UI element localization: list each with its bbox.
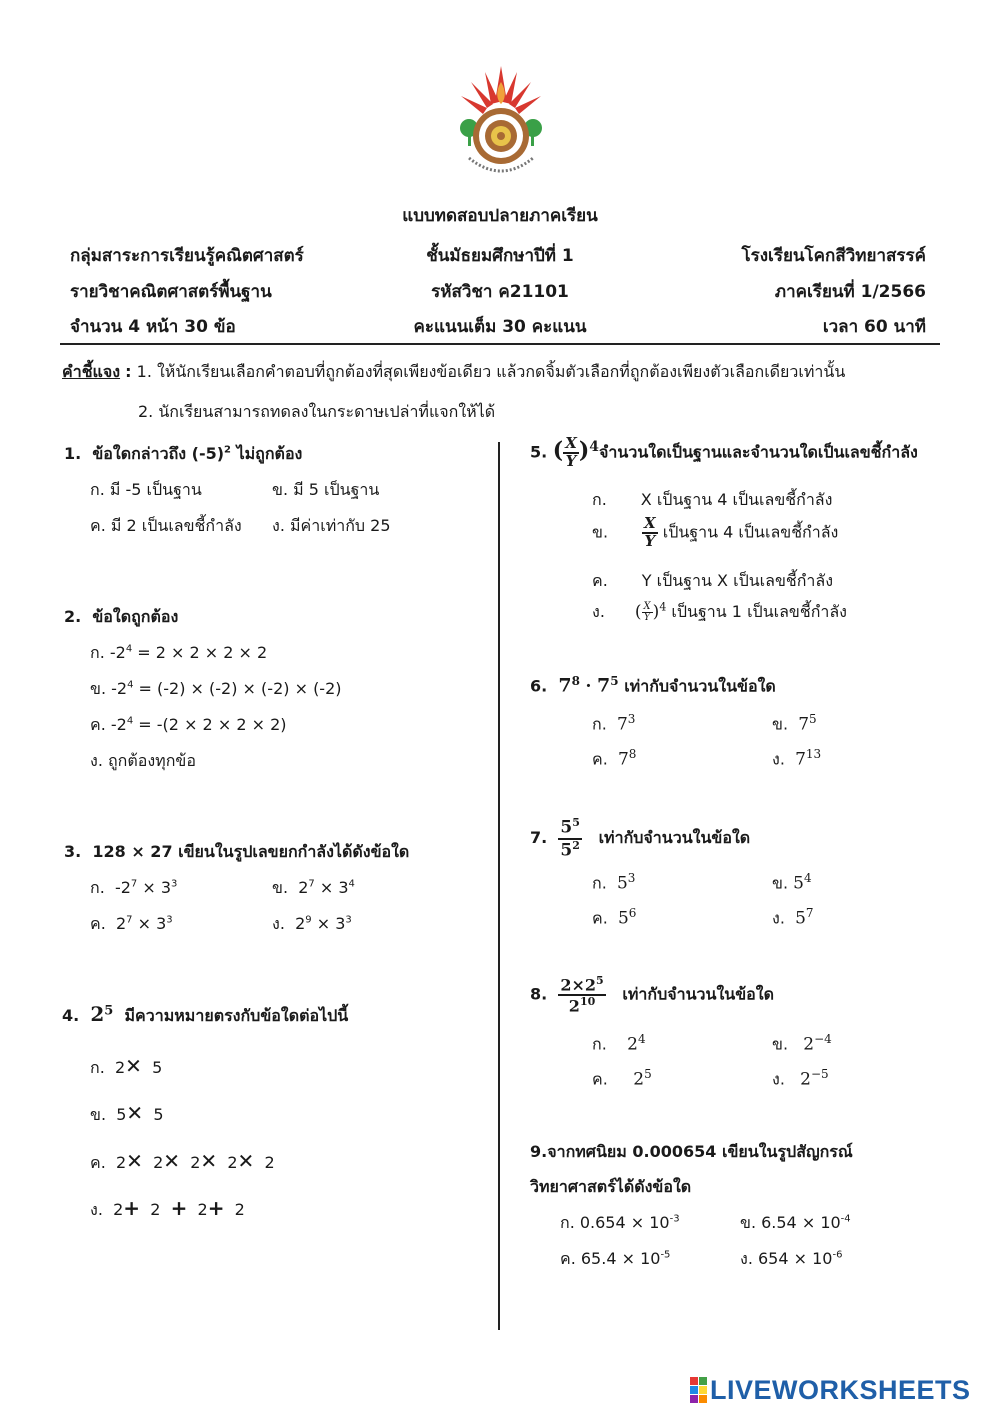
q9-option-c[interactable]: ค. $65.4 \times 10^{-5}$ <box>560 1249 671 1268</box>
liveworksheets-logo-icon <box>690 1377 707 1403</box>
q1-stem: 1. ข้อใดกล่าวถึง $(-5)^2$ ไม่ถูกต้อง <box>64 444 303 463</box>
q3-option-d[interactable]: ง. $2^9 \times 3^3$ <box>272 914 352 933</box>
q7-stem: 7. $\frac{5^5}{5^2}$ เท่ากับจำนวนในข้อใด <box>530 816 751 861</box>
q5-stem: 5. ( $\frac{X}{Y}$ )$^4$จำนวนใดเป็นฐานและจำนวนใดเป็นเลขชี้กำลัง <box>530 434 918 470</box>
q6-option-c[interactable]: ค. $7^8$ <box>592 747 637 770</box>
q9-stem-line-2: วิทยาศาสตร์ได้ดังข้อใด <box>530 1177 692 1196</box>
course-code: รหัสวิชา ค21101 <box>431 282 569 302</box>
q8-option-b[interactable]: ข. $2^{-4}$ <box>772 1032 832 1055</box>
semester: ภาคเรียนที่ 1/2566 <box>774 282 926 302</box>
liveworksheets-brand[interactable] <box>690 1375 971 1405</box>
column-divider <box>498 442 500 1330</box>
q9-option-a[interactable]: ก. $0.654 \times 10^{-3}$ <box>560 1213 680 1232</box>
q4-option-a[interactable]: ก. 2✕ 5 <box>90 1054 163 1078</box>
q3-option-a[interactable]: ก. $-2^7 \times 3^3$ <box>90 878 178 897</box>
school-name: โรงเรียนโคกสีวิทยาสรรค์ <box>741 246 926 266</box>
q2-option-c[interactable]: ค. $-2^4 = -(2 \times 2 \times 2 \times 2)$ <box>90 715 287 734</box>
q9-stem-line-1: 9.จากทศนิยม 0.000654 เขียนในรูปสัญกรณ์ <box>530 1142 853 1161</box>
q5-option-a[interactable]: ก. X เป็นฐาน 4 เป็นเลขชี้กำลัง <box>592 490 833 509</box>
q6-stem: 6. $7^8 \cdot 7^5$ เท่ากับจำนวนในข้อใด <box>530 674 776 697</box>
q3-option-c[interactable]: ค. $2^7 \times 3^3$ <box>90 914 173 933</box>
subject-group: กลุ่มสาระการเรียนรู้คณิตศาสตร์ <box>70 246 304 266</box>
q4-option-d[interactable]: ง. 2+ 2 + 2+ 2 <box>90 1196 245 1220</box>
liveworksheets-text: LIVEWORKSHEETS <box>710 1374 971 1405</box>
page-count: จำนวน 4 หน้า 30 ข้อ <box>70 317 236 337</box>
q6-option-d[interactable]: ง. $7^{13}$ <box>772 747 822 770</box>
q2-option-b[interactable]: ข. $-2^4 = (-2) \times (-2) \times (-2) \times (-2)$ <box>90 679 342 698</box>
instructions-line-2: 2. นักเรียนสามารถทดลงในกระดาษเปล่าที่แจกให้ได้ <box>138 402 496 421</box>
q7-option-d[interactable]: ง. $5^7$ <box>772 906 814 929</box>
q4-option-b[interactable]: ข. 5✕ 5 <box>90 1101 164 1125</box>
full-score: คะแนนเต็ม 30 คะแนน <box>413 317 587 337</box>
q1-option-c[interactable]: ค. มี 2 เป็นเลขชี้กำลัง <box>90 516 242 535</box>
q4-option-c[interactable]: ค. 2✕ 2✕ 2✕ 2✕ 2 <box>90 1149 275 1173</box>
q2-option-a[interactable]: ก. $-2^4 = 2 \times 2 \times 2 \times 2$ <box>90 643 268 662</box>
q1-option-a[interactable]: ก. มี -5 เป็นฐาน <box>90 480 202 499</box>
q9-option-d[interactable]: ง. $654 \times 10^{-6}$ <box>740 1249 843 1268</box>
q6-option-a[interactable]: ก. $7^3$ <box>592 712 636 735</box>
q2-option-d[interactable]: ง. ถูกต้องทุกข้อ <box>90 751 196 770</box>
q7-option-c[interactable]: ค. $5^6$ <box>592 906 637 929</box>
instructions-label: คำชี้แจง <box>62 362 121 381</box>
q1-option-b[interactable]: ข. มี 5 เป็นฐาน <box>272 480 380 499</box>
course-name: รายวิชาคณิตศาสตร์พื้นฐาน <box>70 282 272 302</box>
q8-option-d[interactable]: ง. $2^{-5}$ <box>772 1067 829 1090</box>
q1-option-d[interactable]: ง. มีค่าเท่ากับ 25 <box>272 516 391 535</box>
instructions-colon: : <box>125 362 132 381</box>
instructions-line-1 <box>62 360 845 385</box>
q9-option-b[interactable]: ข. $6.54 \times 10^{-4}$ <box>740 1213 851 1232</box>
q5-option-d[interactable]: ง. ( $\frac{X}{Y}$ )$^4$ เป็นฐาน 1 เป็นเลขชี้กำลัง <box>592 600 847 623</box>
grade-level: ชั้นมัธยมศึกษาปีที่ 1 <box>426 246 574 266</box>
exam-title: แบบทดสอบปลายภาคเรียน <box>402 206 598 226</box>
q7-option-b[interactable]: ข. $5^4$ <box>772 871 812 894</box>
q8-option-a[interactable]: ก. $2^4$ <box>592 1032 646 1055</box>
instructions-text-1: 1. ให้นักเรียนเลือกคำตอบที่ถูกต้องที่สุดเพียงข้อเดียว แล้วกดจิ้มตัวเลือกที่ถูกต้องเพียงตัวเลือกเดียวเท่านั้น <box>136 362 846 381</box>
q5-option-b[interactable]: ข. $\frac{X}{Y}$ เป็นฐาน 4 เป็นเลขชี้กำลัง <box>592 514 839 550</box>
q2-stem: 2. ข้อใดถูกต้อง <box>64 607 179 626</box>
q6-option-b[interactable]: ข. $7^5$ <box>772 712 817 735</box>
time-limit: เวลา 60 นาที <box>822 317 926 337</box>
q5-option-c[interactable]: ค. Y เป็นฐาน X เป็นเลขชี้กำลัง <box>592 571 834 590</box>
q4-stem: 4. $2^5$ มีความหมายตรงกับข้อใดต่อไปนี้ <box>62 1002 349 1026</box>
header-divider <box>60 343 940 345</box>
q3-option-b[interactable]: ข. $2^7 \times 3^4$ <box>272 878 355 897</box>
q7-option-a[interactable]: ก. $5^3$ <box>592 871 636 894</box>
q8-option-c[interactable]: ค. $2^5$ <box>592 1067 652 1090</box>
q3-stem: 3. 128 × 27 เขียนในรูปเลขยกกำลังได้ดังข้อใด <box>64 842 410 861</box>
school-logo <box>455 58 547 188</box>
q8-stem: 8. $\frac{2\times 2^5}{2^{10}}$ เท่ากับจำนวนในข้อใด <box>530 974 774 1016</box>
